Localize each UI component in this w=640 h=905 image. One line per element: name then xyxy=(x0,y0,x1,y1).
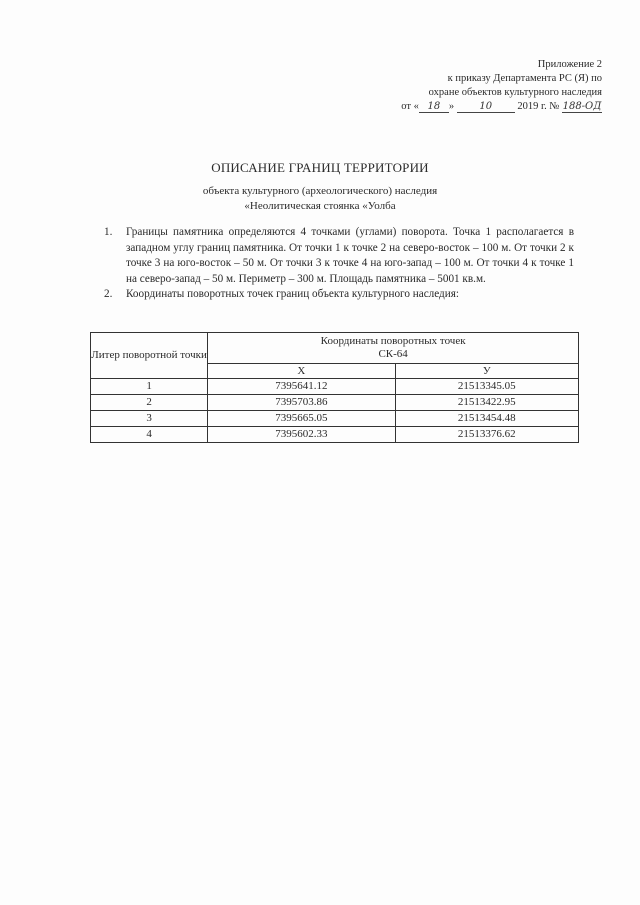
table-row xyxy=(91,411,579,427)
list-item-number: 1. xyxy=(104,226,113,238)
cell-x: 7395665.05 xyxy=(208,411,395,427)
cell-y: 21513422.95 xyxy=(395,395,578,411)
order-reference: к приказу Департамента РС (Я) по xyxy=(447,73,602,84)
list-item xyxy=(104,225,574,287)
cell-y: 21513376.62 xyxy=(395,427,578,443)
header-liter: Литер поворотной точки xyxy=(91,333,208,379)
header-coordinates xyxy=(208,333,579,364)
appendix-label: Приложение 2 xyxy=(537,59,602,70)
cell-liter: 3 xyxy=(91,411,208,427)
cell-y: 21513454.48 xyxy=(395,411,578,427)
date-mid: » xyxy=(448,101,455,112)
cell-x: 7395703.86 xyxy=(208,395,395,411)
table-row xyxy=(91,395,579,411)
date-prefix: от « xyxy=(401,101,419,112)
description-list xyxy=(104,225,574,303)
table-row xyxy=(91,427,579,443)
header-coordinates-title: Координаты поворотных точек xyxy=(320,335,466,347)
cell-liter: 4 xyxy=(91,427,208,443)
header-coordinate-system: СК-64 xyxy=(378,348,408,360)
handwritten-order-number: 188-ОД xyxy=(562,101,602,112)
list-item-text: Границы памятника определяются 4 точками (углами) поворота. Точка 1 располагается в западном углу границ памятника. От точки 1 к точке 2 на северо-восток – 100 м. От точки 2 к точке 3 на юго-восток – 50 м. От точки 3 к точке 4 на юго-запад – 100 м. От точки 4 к точке 1 на северо-запад – 50 м. Периметр – 300 м. Площадь памятника – 5001 кв.м. xyxy=(126,226,574,285)
appendix-header xyxy=(372,58,602,114)
cell-liter: 2 xyxy=(91,395,208,411)
order-date-line xyxy=(372,100,602,114)
object-name: «Неолитическая стоянка «Уолба xyxy=(244,200,396,212)
coordinates-table-wrap xyxy=(90,332,579,443)
header-x: X xyxy=(208,364,395,379)
order-department: охране объектов культурного наследия xyxy=(428,87,602,98)
coordinates-table xyxy=(90,332,579,443)
cell-x: 7395602.33 xyxy=(208,427,395,443)
list-item-number: 2. xyxy=(104,288,113,301)
cell-y: 21513345.05 xyxy=(395,379,578,395)
cell-x: 7395641.12 xyxy=(208,379,395,395)
table-row xyxy=(91,379,579,395)
object-type: объекта культурного (археологического) наследия xyxy=(202,185,438,197)
handwritten-day: 18 xyxy=(419,101,449,113)
list-item xyxy=(104,287,574,303)
page-title: ОПИСАНИЕ ГРАНИЦ ТЕРРИТОРИИ xyxy=(211,160,429,175)
header-y: У xyxy=(395,364,578,379)
date-year: 2019 г. № xyxy=(517,101,560,112)
cell-liter: 1 xyxy=(91,379,208,395)
list-item-text: Координаты поворотных точек границ объекта культурного наследия: xyxy=(126,288,459,301)
handwritten-month: 10 xyxy=(457,101,515,113)
title-block xyxy=(0,160,640,214)
